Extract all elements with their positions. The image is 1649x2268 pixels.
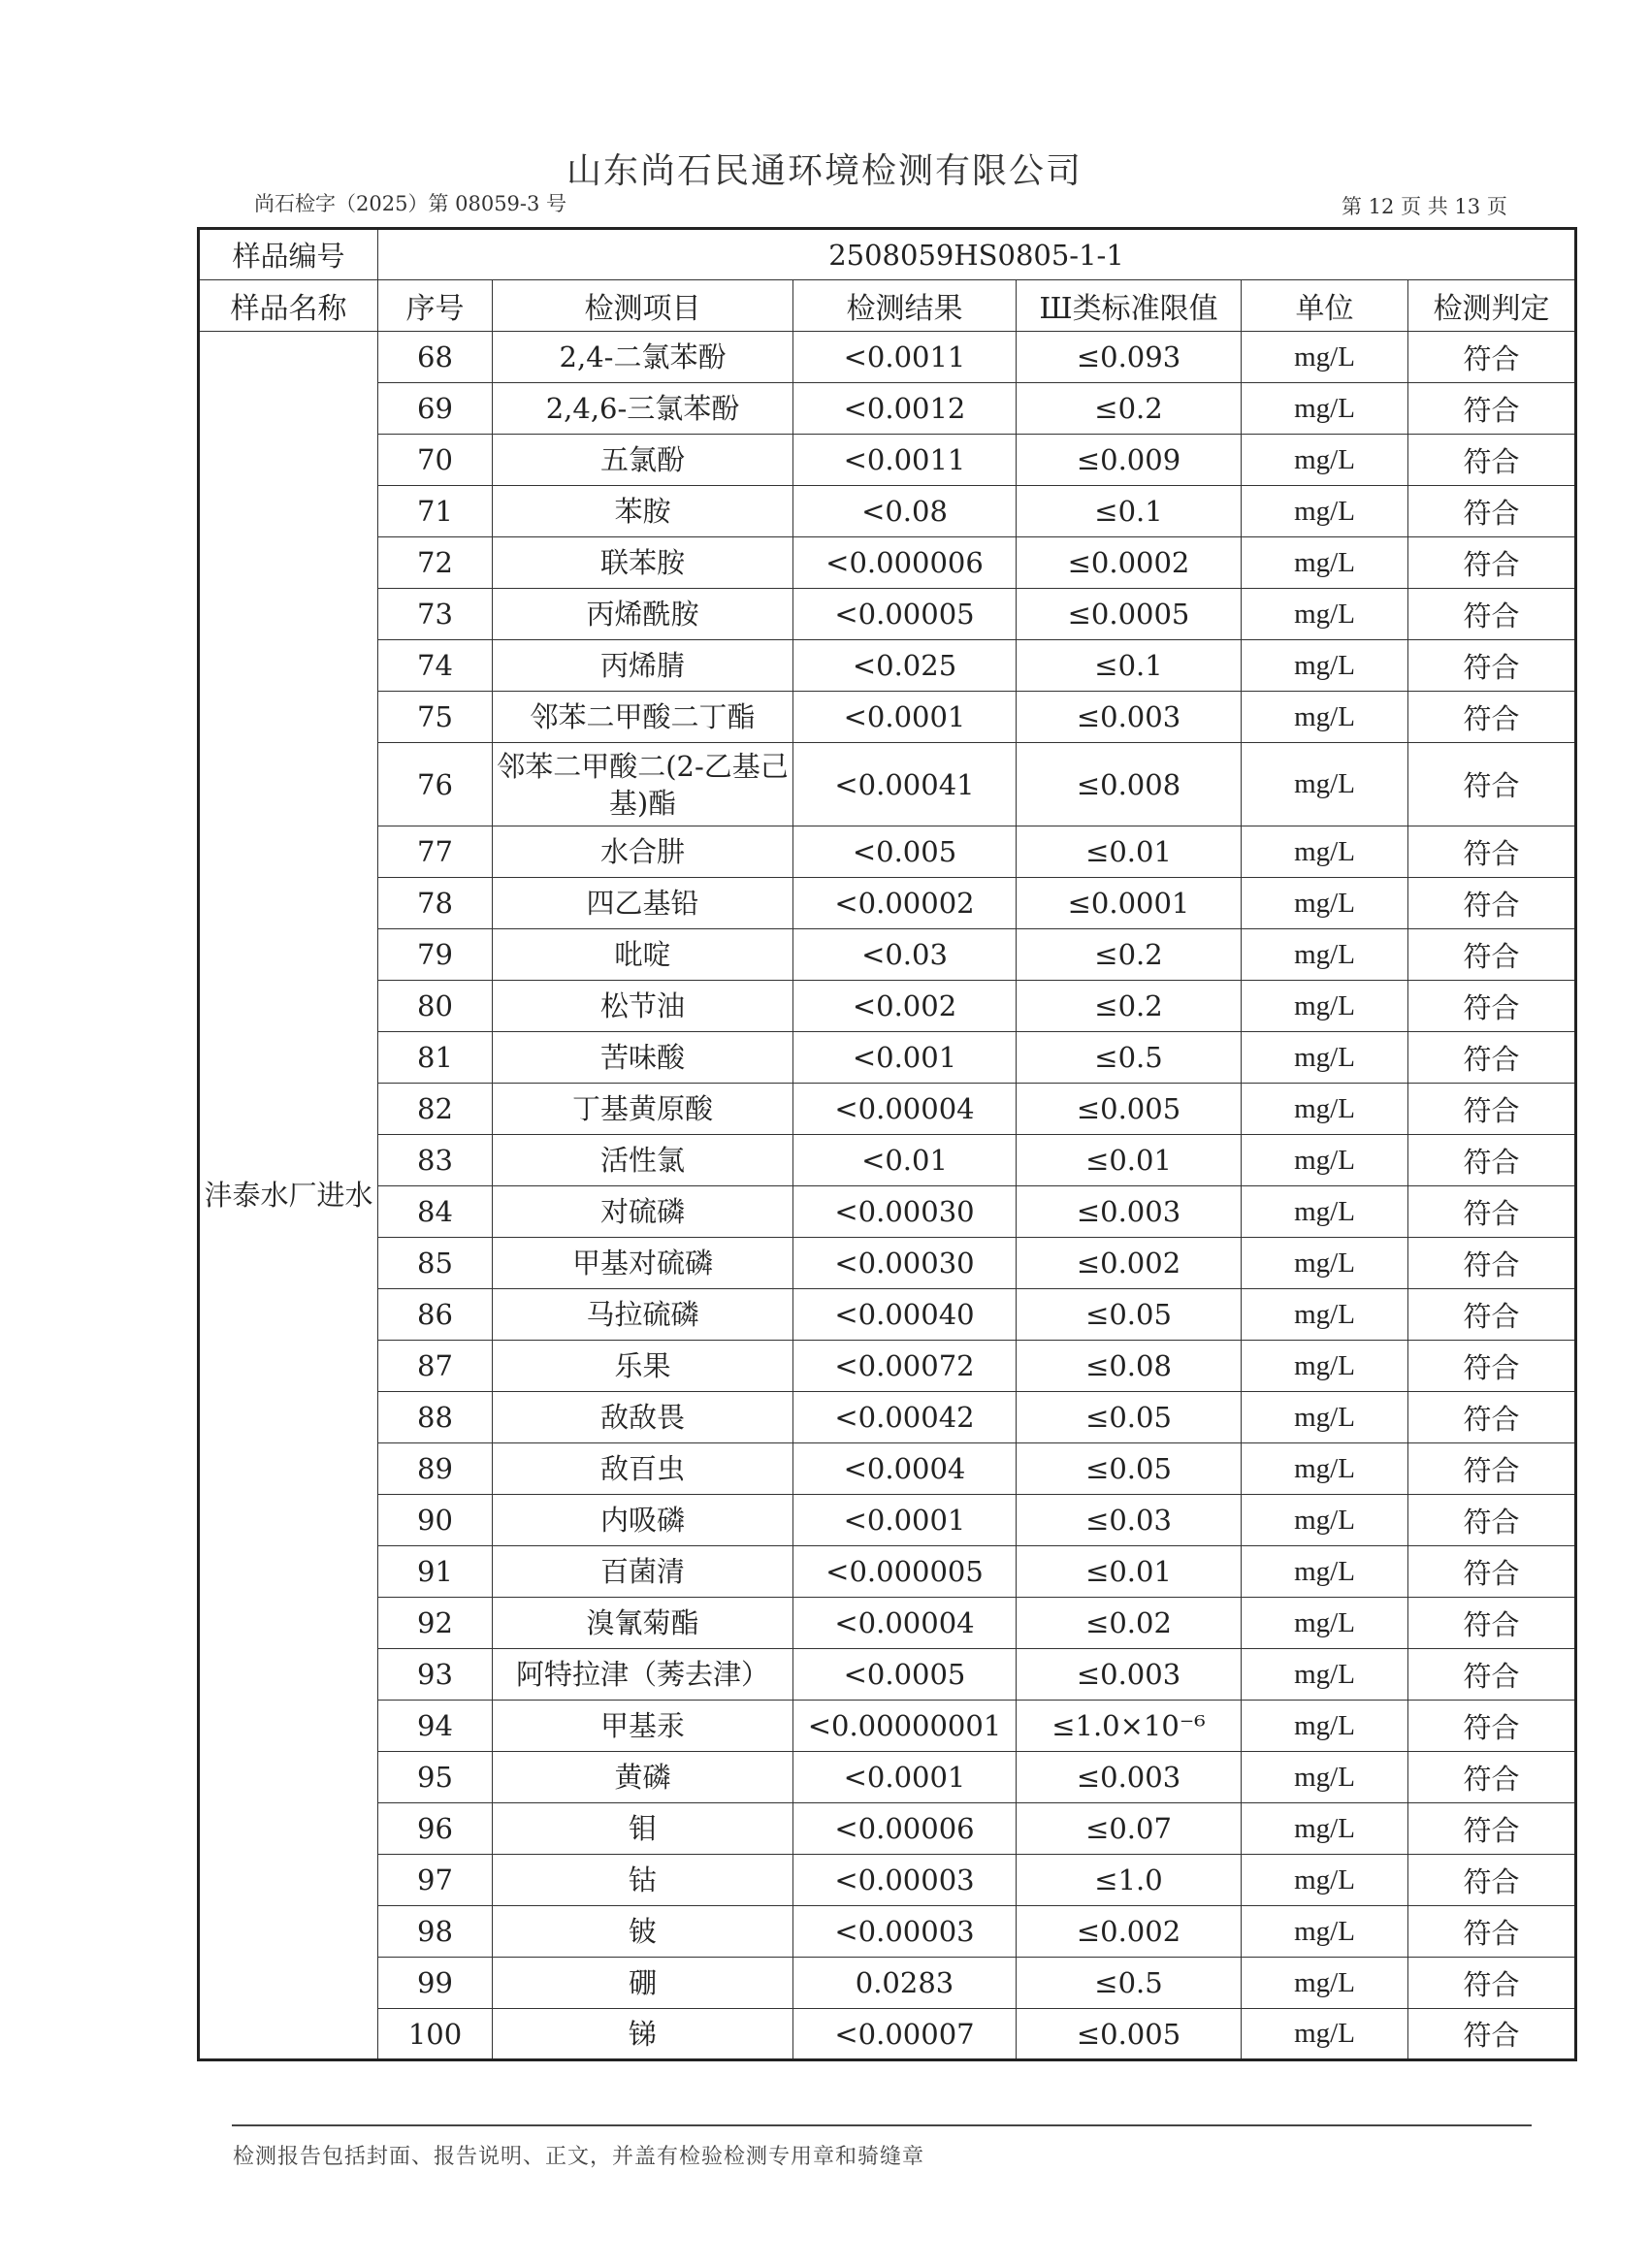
- cell-seq: 77: [378, 826, 493, 878]
- cell-item: 钼: [493, 1803, 793, 1855]
- cell-seq: 78: [378, 878, 493, 929]
- cell-seq: 92: [378, 1598, 493, 1649]
- cell-judgment: 符合: [1408, 1598, 1576, 1649]
- cell-unit: mg/L: [1242, 1701, 1408, 1752]
- cell-limit: ≤0.2: [1017, 383, 1242, 435]
- table-row: [199, 1495, 1576, 1546]
- table-row: [199, 486, 1576, 537]
- footer-note: 检测报告包括封面、报告说明、正文，并盖有检验检测专用章和骑缝章: [233, 2145, 925, 2169]
- cell-seq: 100: [378, 2009, 493, 2060]
- cell-judgment: 符合: [1408, 1289, 1576, 1341]
- cell-result: <0.00040: [793, 1289, 1017, 1341]
- cell-limit: ≤0.05: [1017, 1443, 1242, 1495]
- cell-unit: mg/L: [1242, 1289, 1408, 1341]
- cell-judgment: 符合: [1408, 1084, 1576, 1135]
- cell-result: <0.00003: [793, 1906, 1017, 1958]
- cell-result: 0.0283: [793, 1958, 1017, 2009]
- cell-unit: mg/L: [1242, 826, 1408, 878]
- cell-judgment: 符合: [1408, 2009, 1576, 2060]
- cell-unit: mg/L: [1242, 1598, 1408, 1649]
- table-row: [199, 1238, 1576, 1289]
- cell-result: <0.0001: [793, 1495, 1017, 1546]
- cell-seq: 82: [378, 1084, 493, 1135]
- cell-item: 松节油: [493, 981, 793, 1032]
- cell-unit: mg/L: [1242, 1032, 1408, 1084]
- cell-seq: 94: [378, 1701, 493, 1752]
- sample-number-label: 样品编号: [199, 229, 378, 280]
- cell-item: 邻苯二甲酸二(2-乙基己基)酯: [493, 743, 793, 826]
- cell-judgment: 符合: [1408, 1855, 1576, 1906]
- report-number: 尚石检字（2025）第 08059-3 号: [254, 192, 567, 215]
- cell-judgment: 符合: [1408, 878, 1576, 929]
- col-header-limit: Ш类标准限值: [1017, 280, 1242, 332]
- cell-limit: ≤0.003: [1017, 1186, 1242, 1238]
- cell-result: <0.000006: [793, 537, 1017, 589]
- cell-limit: ≤0.0002: [1017, 537, 1242, 589]
- cell-limit: ≤0.009: [1017, 435, 1242, 486]
- table-row: [199, 878, 1576, 929]
- cell-limit: ≤0.002: [1017, 1906, 1242, 1958]
- table-row: [199, 1032, 1576, 1084]
- table-row: [199, 537, 1576, 589]
- cell-unit: mg/L: [1242, 1084, 1408, 1135]
- cell-item: 五氯酚: [493, 435, 793, 486]
- col-header-unit: 单位: [1242, 280, 1408, 332]
- cell-judgment: 符合: [1408, 1238, 1576, 1289]
- cell-unit: mg/L: [1242, 1135, 1408, 1186]
- cell-result: <0.00072: [793, 1341, 1017, 1392]
- cell-item: 苦味酸: [493, 1032, 793, 1084]
- cell-judgment: 符合: [1408, 743, 1576, 826]
- cell-result: <0.00030: [793, 1186, 1017, 1238]
- table-row: [199, 1803, 1576, 1855]
- cell-item: 阿特拉津（莠去津）: [493, 1649, 793, 1701]
- cell-limit: ≤0.2: [1017, 981, 1242, 1032]
- cell-unit: mg/L: [1242, 589, 1408, 640]
- cell-result: <0.0012: [793, 383, 1017, 435]
- cell-limit: ≤0.1: [1017, 640, 1242, 692]
- col-header-seq: 序号: [378, 280, 493, 332]
- company-name: 山东尚石民通环境检测有限公司: [566, 151, 1083, 191]
- cell-result: <0.002: [793, 981, 1017, 1032]
- cell-item: 对硫磷: [493, 1186, 793, 1238]
- cell-judgment: 符合: [1408, 1392, 1576, 1443]
- cell-judgment: 符合: [1408, 1701, 1576, 1752]
- cell-seq: 88: [378, 1392, 493, 1443]
- cell-judgment: 符合: [1408, 1906, 1576, 1958]
- footer-divider: [232, 2124, 1532, 2126]
- cell-result: <0.00007: [793, 2009, 1017, 2060]
- cell-limit: ≤0.003: [1017, 1649, 1242, 1701]
- cell-item: 水合肼: [493, 826, 793, 878]
- cell-unit: mg/L: [1242, 878, 1408, 929]
- table-row: [199, 589, 1576, 640]
- cell-limit: ≤0.093: [1017, 332, 1242, 383]
- sample-number-row: [199, 229, 1576, 280]
- cell-result: <0.001: [793, 1032, 1017, 1084]
- cell-seq: 97: [378, 1855, 493, 1906]
- cell-result: <0.00005: [793, 589, 1017, 640]
- cell-unit: mg/L: [1242, 1495, 1408, 1546]
- cell-limit: ≤0.0005: [1017, 589, 1242, 640]
- cell-result: <0.0011: [793, 435, 1017, 486]
- cell-judgment: 符合: [1408, 383, 1576, 435]
- cell-seq: 91: [378, 1546, 493, 1598]
- cell-unit: mg/L: [1242, 1238, 1408, 1289]
- cell-seq: 75: [378, 692, 493, 743]
- cell-item: 活性氯: [493, 1135, 793, 1186]
- cell-seq: 99: [378, 1958, 493, 2009]
- cell-judgment: 符合: [1408, 1443, 1576, 1495]
- cell-unit: mg/L: [1242, 486, 1408, 537]
- table-row: [199, 1752, 1576, 1803]
- cell-limit: ≤0.005: [1017, 1084, 1242, 1135]
- cell-item: 丙烯酰胺: [493, 589, 793, 640]
- cell-result: <0.00042: [793, 1392, 1017, 1443]
- cell-judgment: 符合: [1408, 537, 1576, 589]
- cell-item: 黄磷: [493, 1752, 793, 1803]
- results-table-body: [199, 229, 1576, 2060]
- table-row: [199, 383, 1576, 435]
- table-row: [199, 1392, 1576, 1443]
- cell-item: 苯胺: [493, 486, 793, 537]
- cell-seq: 79: [378, 929, 493, 981]
- cell-seq: 69: [378, 383, 493, 435]
- cell-item: 四乙基铅: [493, 878, 793, 929]
- cell-result: <0.0011: [793, 332, 1017, 383]
- cell-seq: 87: [378, 1341, 493, 1392]
- cell-item: 敌百虫: [493, 1443, 793, 1495]
- cell-item: 甲基汞: [493, 1701, 793, 1752]
- cell-result: <0.00002: [793, 878, 1017, 929]
- cell-limit: ≤0.1: [1017, 486, 1242, 537]
- cell-limit: ≤0.5: [1017, 1032, 1242, 1084]
- cell-unit: mg/L: [1242, 1443, 1408, 1495]
- cell-item: 硼: [493, 1958, 793, 2009]
- table-row: [199, 981, 1576, 1032]
- cell-unit: mg/L: [1242, 743, 1408, 826]
- cell-judgment: 符合: [1408, 1803, 1576, 1855]
- cell-judgment: 符合: [1408, 1649, 1576, 1701]
- cell-unit: mg/L: [1242, 640, 1408, 692]
- table-row: [199, 435, 1576, 486]
- cell-item: 马拉硫磷: [493, 1289, 793, 1341]
- cell-limit: ≤0.008: [1017, 743, 1242, 826]
- cell-unit: mg/L: [1242, 1958, 1408, 2009]
- cell-judgment: 符合: [1408, 486, 1576, 537]
- cell-limit: ≤0.01: [1017, 1135, 1242, 1186]
- sample-name-cell: 沣泰水厂进水: [199, 332, 378, 2060]
- cell-result: <0.03: [793, 929, 1017, 981]
- cell-unit: mg/L: [1242, 981, 1408, 1032]
- table-row: [199, 1546, 1576, 1598]
- cell-judgment: 符合: [1408, 1958, 1576, 2009]
- cell-item: 溴氰菊酯: [493, 1598, 793, 1649]
- table-row: [199, 332, 1576, 383]
- cell-unit: mg/L: [1242, 537, 1408, 589]
- cell-result: <0.00003: [793, 1855, 1017, 1906]
- cell-item: 乐果: [493, 1341, 793, 1392]
- table-row: [199, 1598, 1576, 1649]
- cell-result: <0.00030: [793, 1238, 1017, 1289]
- cell-seq: 86: [378, 1289, 493, 1341]
- cell-judgment: 符合: [1408, 1546, 1576, 1598]
- cell-limit: ≤0.5: [1017, 1958, 1242, 2009]
- cell-result: <0.00041: [793, 743, 1017, 826]
- cell-seq: 84: [378, 1186, 493, 1238]
- cell-seq: 85: [378, 1238, 493, 1289]
- cell-judgment: 符合: [1408, 1495, 1576, 1546]
- cell-limit: ≤1.0: [1017, 1855, 1242, 1906]
- cell-judgment: 符合: [1408, 1135, 1576, 1186]
- cell-limit: ≤0.003: [1017, 1752, 1242, 1803]
- table-row: [199, 1701, 1576, 1752]
- cell-item: 铍: [493, 1906, 793, 1958]
- cell-result: <0.00006: [793, 1803, 1017, 1855]
- table-row: [199, 1135, 1576, 1186]
- cell-limit: ≤0.03: [1017, 1495, 1242, 1546]
- cell-result: <0.025: [793, 640, 1017, 692]
- cell-limit: ≤0.0001: [1017, 878, 1242, 929]
- col-header-judgment: 检测判定: [1408, 280, 1576, 332]
- cell-unit: mg/L: [1242, 929, 1408, 981]
- cell-item: 2,4,6-三氯苯酚: [493, 383, 793, 435]
- table-row: [199, 1906, 1576, 1958]
- table-row: [199, 743, 1576, 826]
- cell-limit: ≤0.01: [1017, 1546, 1242, 1598]
- col-header-result: 检测结果: [793, 280, 1017, 332]
- cell-unit: mg/L: [1242, 692, 1408, 743]
- cell-item: 百菌清: [493, 1546, 793, 1598]
- cell-result: <0.0001: [793, 1752, 1017, 1803]
- cell-judgment: 符合: [1408, 1341, 1576, 1392]
- cell-unit: mg/L: [1242, 2009, 1408, 2060]
- cell-seq: 68: [378, 332, 493, 383]
- cell-judgment: 符合: [1408, 1752, 1576, 1803]
- table-row: [199, 1289, 1576, 1341]
- page-number: 第 12 页 共 13 页: [1342, 195, 1507, 218]
- cell-seq: 73: [378, 589, 493, 640]
- col-header-sample-name: 样品名称: [199, 280, 378, 332]
- cell-result: <0.00004: [793, 1598, 1017, 1649]
- cell-judgment: 符合: [1408, 435, 1576, 486]
- table-row: [199, 1649, 1576, 1701]
- column-header-row: [199, 280, 1576, 332]
- cell-seq: 83: [378, 1135, 493, 1186]
- table-row: [199, 1084, 1576, 1135]
- cell-seq: 74: [378, 640, 493, 692]
- cell-result: <0.00000001: [793, 1701, 1017, 1752]
- table-row: [199, 1958, 1576, 2009]
- cell-judgment: 符合: [1408, 589, 1576, 640]
- cell-judgment: 符合: [1408, 826, 1576, 878]
- cell-limit: ≤0.2: [1017, 929, 1242, 981]
- cell-result: <0.005: [793, 826, 1017, 878]
- cell-result: <0.00004: [793, 1084, 1017, 1135]
- cell-unit: mg/L: [1242, 1186, 1408, 1238]
- cell-seq: 90: [378, 1495, 493, 1546]
- cell-unit: mg/L: [1242, 1855, 1408, 1906]
- cell-limit: ≤0.05: [1017, 1289, 1242, 1341]
- cell-seq: 95: [378, 1752, 493, 1803]
- cell-limit: ≤0.003: [1017, 692, 1242, 743]
- table-row: [199, 1186, 1576, 1238]
- table-row: [199, 826, 1576, 878]
- cell-item: 内吸磷: [493, 1495, 793, 1546]
- cell-limit: ≤0.05: [1017, 1392, 1242, 1443]
- cell-seq: 81: [378, 1032, 493, 1084]
- cell-item: 钴: [493, 1855, 793, 1906]
- cell-seq: 71: [378, 486, 493, 537]
- cell-unit: mg/L: [1242, 1341, 1408, 1392]
- cell-judgment: 符合: [1408, 929, 1576, 981]
- cell-judgment: 符合: [1408, 332, 1576, 383]
- cell-unit: mg/L: [1242, 1392, 1408, 1443]
- cell-item: 丙烯腈: [493, 640, 793, 692]
- cell-limit: ≤0.07: [1017, 1803, 1242, 1855]
- cell-result: <0.01: [793, 1135, 1017, 1186]
- cell-seq: 89: [378, 1443, 493, 1495]
- cell-limit: ≤0.01: [1017, 826, 1242, 878]
- cell-judgment: 符合: [1408, 692, 1576, 743]
- cell-item: 锑: [493, 2009, 793, 2060]
- cell-result: <0.0001: [793, 692, 1017, 743]
- table-row: [199, 1855, 1576, 1906]
- cell-item: 联苯胺: [493, 537, 793, 589]
- cell-seq: 93: [378, 1649, 493, 1701]
- cell-judgment: 符合: [1408, 640, 1576, 692]
- table-row: [199, 929, 1576, 981]
- cell-seq: 76: [378, 743, 493, 826]
- cell-unit: mg/L: [1242, 1752, 1408, 1803]
- cell-item: 邻苯二甲酸二丁酯: [493, 692, 793, 743]
- cell-seq: 98: [378, 1906, 493, 1958]
- table-row: [199, 2009, 1576, 2060]
- cell-item: 敌敌畏: [493, 1392, 793, 1443]
- cell-seq: 96: [378, 1803, 493, 1855]
- cell-result: <0.000005: [793, 1546, 1017, 1598]
- cell-item: 甲基对硫磷: [493, 1238, 793, 1289]
- cell-item: 2,4-二氯苯酚: [493, 332, 793, 383]
- cell-limit: ≤0.002: [1017, 1238, 1242, 1289]
- cell-unit: mg/L: [1242, 1649, 1408, 1701]
- cell-result: <0.0004: [793, 1443, 1017, 1495]
- cell-seq: 72: [378, 537, 493, 589]
- cell-unit: mg/L: [1242, 1546, 1408, 1598]
- cell-limit: ≤0.08: [1017, 1341, 1242, 1392]
- cell-unit: mg/L: [1242, 435, 1408, 486]
- cell-limit: ≤0.02: [1017, 1598, 1242, 1649]
- table-row: [199, 1341, 1576, 1392]
- cell-judgment: 符合: [1408, 1032, 1576, 1084]
- cell-unit: mg/L: [1242, 1803, 1408, 1855]
- col-header-item: 检测项目: [493, 280, 793, 332]
- cell-unit: mg/L: [1242, 332, 1408, 383]
- cell-seq: 70: [378, 435, 493, 486]
- cell-result: <0.08: [793, 486, 1017, 537]
- table-row: [199, 692, 1576, 743]
- table-row: [199, 640, 1576, 692]
- results-table: [197, 227, 1577, 2061]
- cell-judgment: 符合: [1408, 1186, 1576, 1238]
- cell-seq: 80: [378, 981, 493, 1032]
- cell-item: 丁基黄原酸: [493, 1084, 793, 1135]
- cell-unit: mg/L: [1242, 383, 1408, 435]
- cell-item: 吡啶: [493, 929, 793, 981]
- table-row: [199, 1443, 1576, 1495]
- cell-limit: ≤0.005: [1017, 2009, 1242, 2060]
- cell-limit: ≤1.0×10⁻⁶: [1017, 1701, 1242, 1752]
- cell-result: <0.0005: [793, 1649, 1017, 1701]
- cell-unit: mg/L: [1242, 1906, 1408, 1958]
- sample-number-value: 2508059HS0805-1-1: [378, 229, 1576, 280]
- cell-judgment: 符合: [1408, 981, 1576, 1032]
